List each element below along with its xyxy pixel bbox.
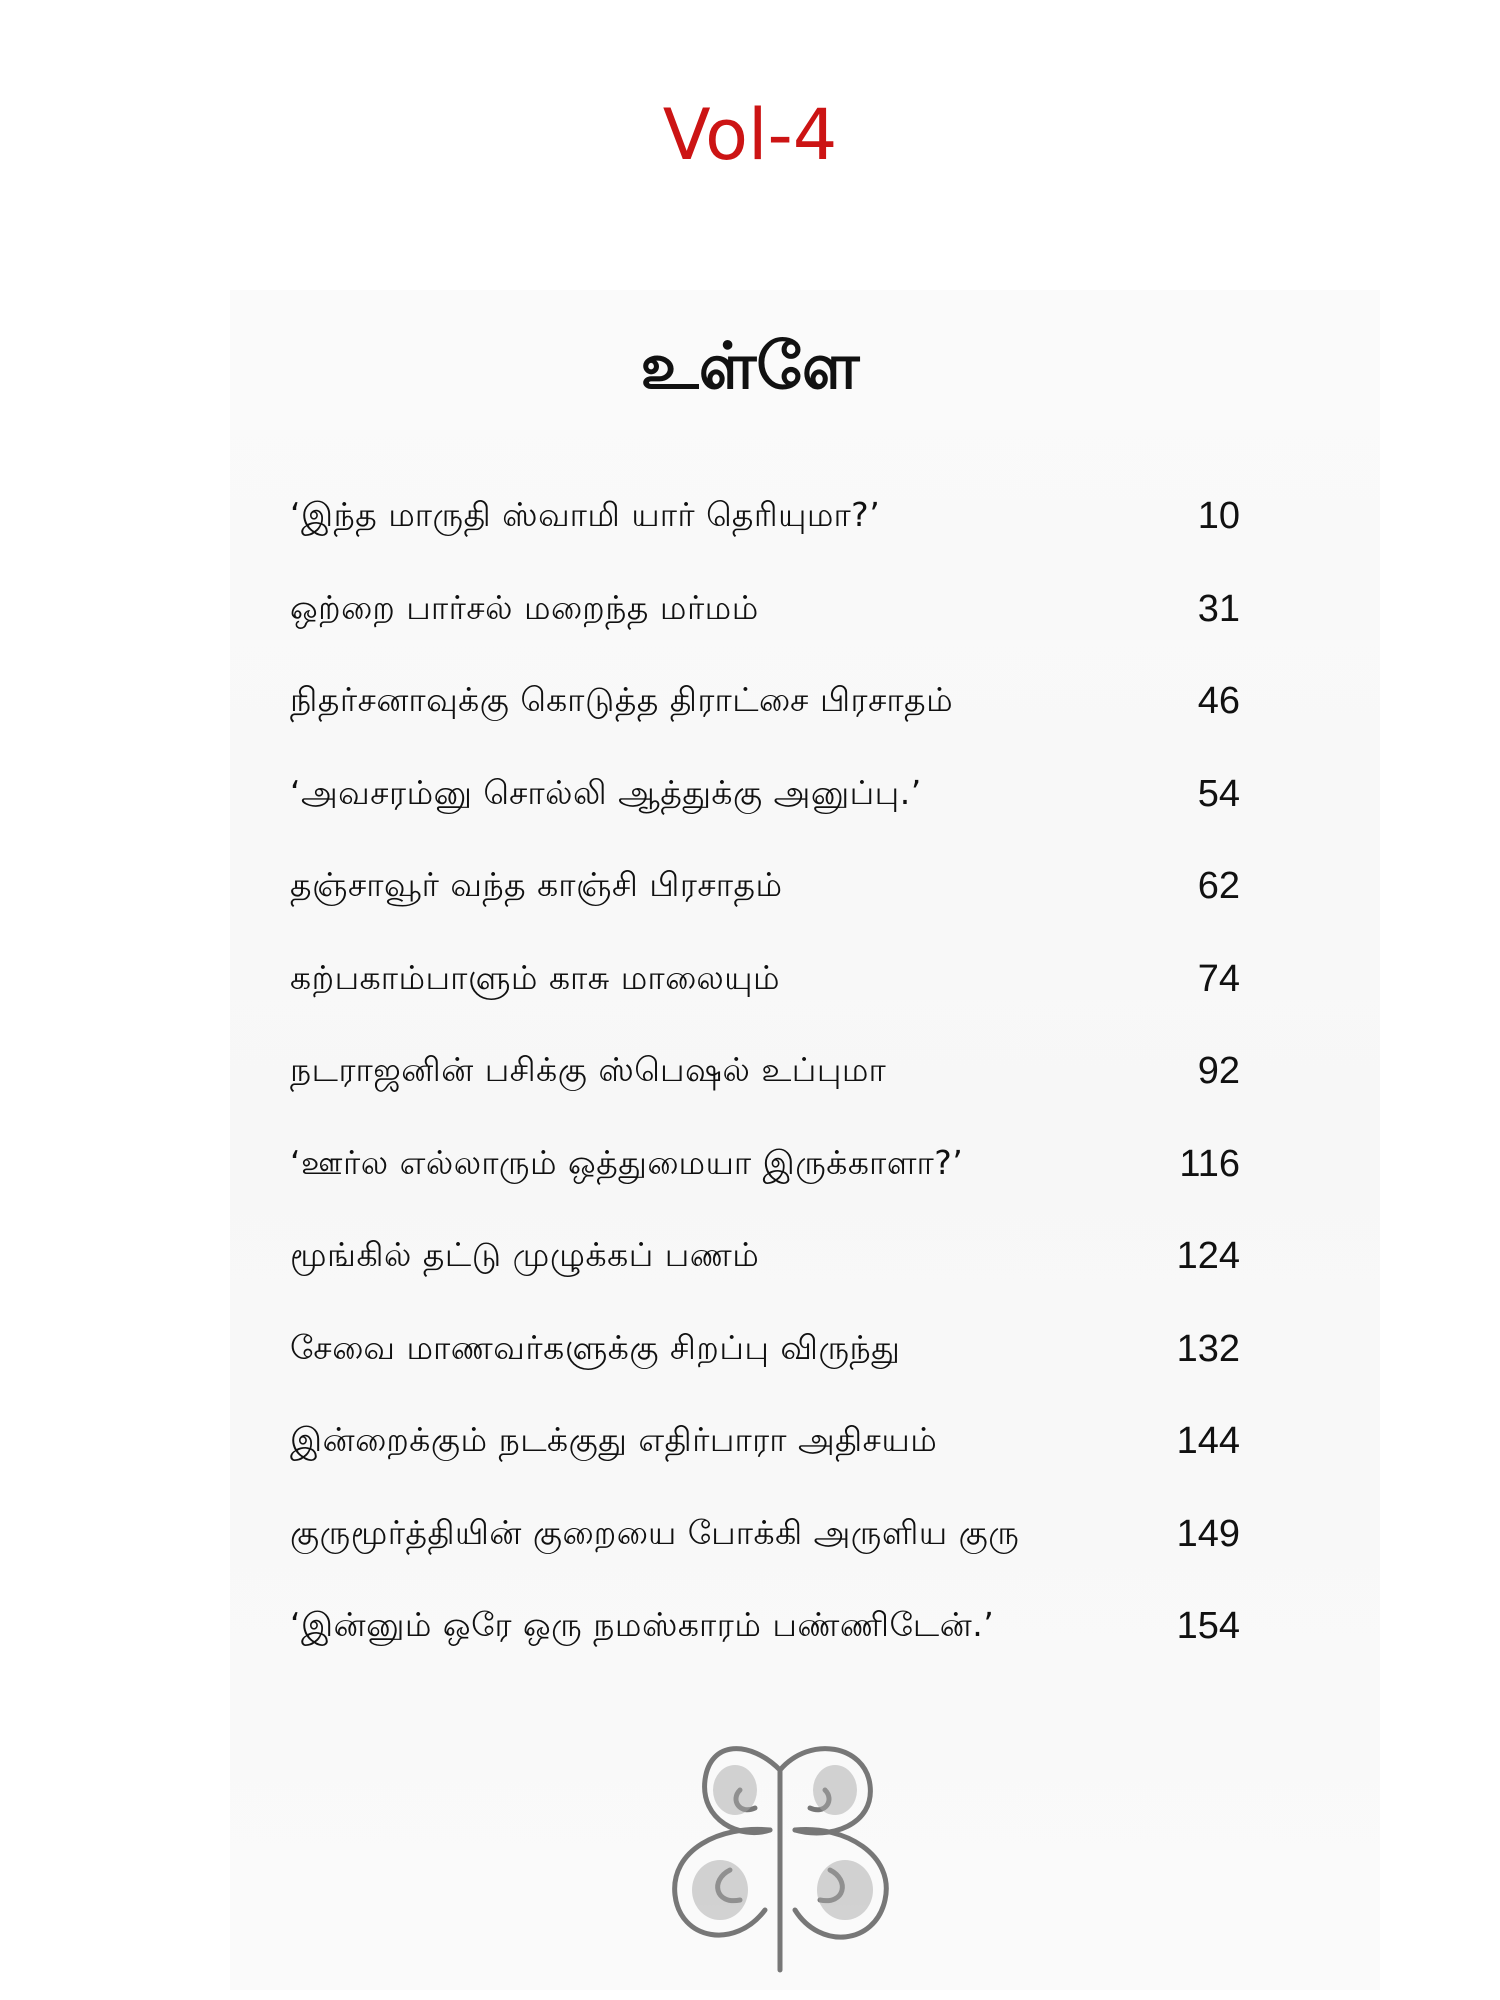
toc-entry xyxy=(290,1420,1240,1513)
toc-entry-page: 74 xyxy=(1197,957,1240,1000)
toc-entry-page: 144 xyxy=(1176,1420,1240,1462)
toc-entry-page: 46 xyxy=(1197,680,1240,722)
toc-entry-title: இன்றைக்கும் நடக்குது எதிர்பாரா அதிசயம் xyxy=(290,1420,938,1459)
toc-entry xyxy=(290,773,1240,866)
toc-entry xyxy=(290,680,1240,773)
toc-entry-page: 31 xyxy=(1197,587,1240,630)
toc-entry-page: 149 xyxy=(1176,1512,1240,1555)
toc-entry xyxy=(290,495,1240,588)
toc-entry-title: தஞ்சாவூர் வந்த காஞ்சி பிரசாதம் xyxy=(290,865,783,904)
toc-entry-page: 116 xyxy=(1179,1142,1240,1185)
toc-entry xyxy=(290,1143,1240,1236)
toc-entry-page: 54 xyxy=(1197,772,1240,815)
toc-entry-title: நடராஜனின் பசிக்கு ஸ்பெஷல் உப்புமா xyxy=(290,1050,887,1089)
toc-entry-title: ஒற்றை பார்சல் மறைந்த மர்மம் xyxy=(290,587,759,627)
toc-entry-title: ‘ஊர்ல எல்லாரும் ஒத்துமையா இருக்காளா?’ xyxy=(290,1142,964,1182)
volume-label: Vol-4 xyxy=(662,94,838,176)
toc-entry-title: கற்பகாம்பாளும் காசு மாலையும் xyxy=(290,957,781,997)
toc-entry-page: 92 xyxy=(1197,1050,1240,1092)
butterfly-ornament-icon xyxy=(620,1730,940,1990)
toc-entry xyxy=(290,588,1240,681)
toc-entry-title: ‘அவசரம்னு சொல்லி ஆத்துக்கு அனுப்பு.’ xyxy=(290,772,922,812)
toc-entry-title: குருமூர்த்தியின் குறையை போக்கி அருளிய குரு xyxy=(290,1512,1020,1552)
toc-entry-page: 10 xyxy=(1197,495,1240,537)
toc-entry xyxy=(290,1235,1240,1328)
toc-entry-title: மூங்கில் தட்டு முழுக்கப் பணம் xyxy=(290,1235,760,1274)
toc-entry xyxy=(290,1605,1240,1698)
toc-entry xyxy=(290,958,1240,1051)
toc-entry-title: ‘இந்த மாருதி ஸ்வாமி யார் தெரியுமா?’ xyxy=(290,495,881,534)
toc-entry-title: ‘இன்னும் ஒரே ஒரு நமஸ்காரம் பண்ணிடேன்.’ xyxy=(290,1605,995,1644)
toc-entry xyxy=(290,1328,1240,1421)
toc-entry-title: சேவை மாணவர்களுக்கு சிறப்பு விருந்து xyxy=(290,1327,901,1367)
toc-entry-title: நிதர்சனாவுக்கு கொடுத்த திராட்சை பிரசாதம் xyxy=(290,680,954,719)
toc-entry xyxy=(290,865,1240,958)
toc-entry-page: 132 xyxy=(1176,1327,1240,1370)
toc-entry xyxy=(290,1050,1240,1143)
toc-entry xyxy=(290,1513,1240,1606)
table-of-contents xyxy=(290,495,1240,1698)
toc-entry-page: 124 xyxy=(1176,1235,1240,1277)
toc-entry-page: 154 xyxy=(1176,1605,1240,1647)
contents-heading: உள்ளே xyxy=(640,330,860,404)
toc-entry-page: 62 xyxy=(1197,865,1240,907)
